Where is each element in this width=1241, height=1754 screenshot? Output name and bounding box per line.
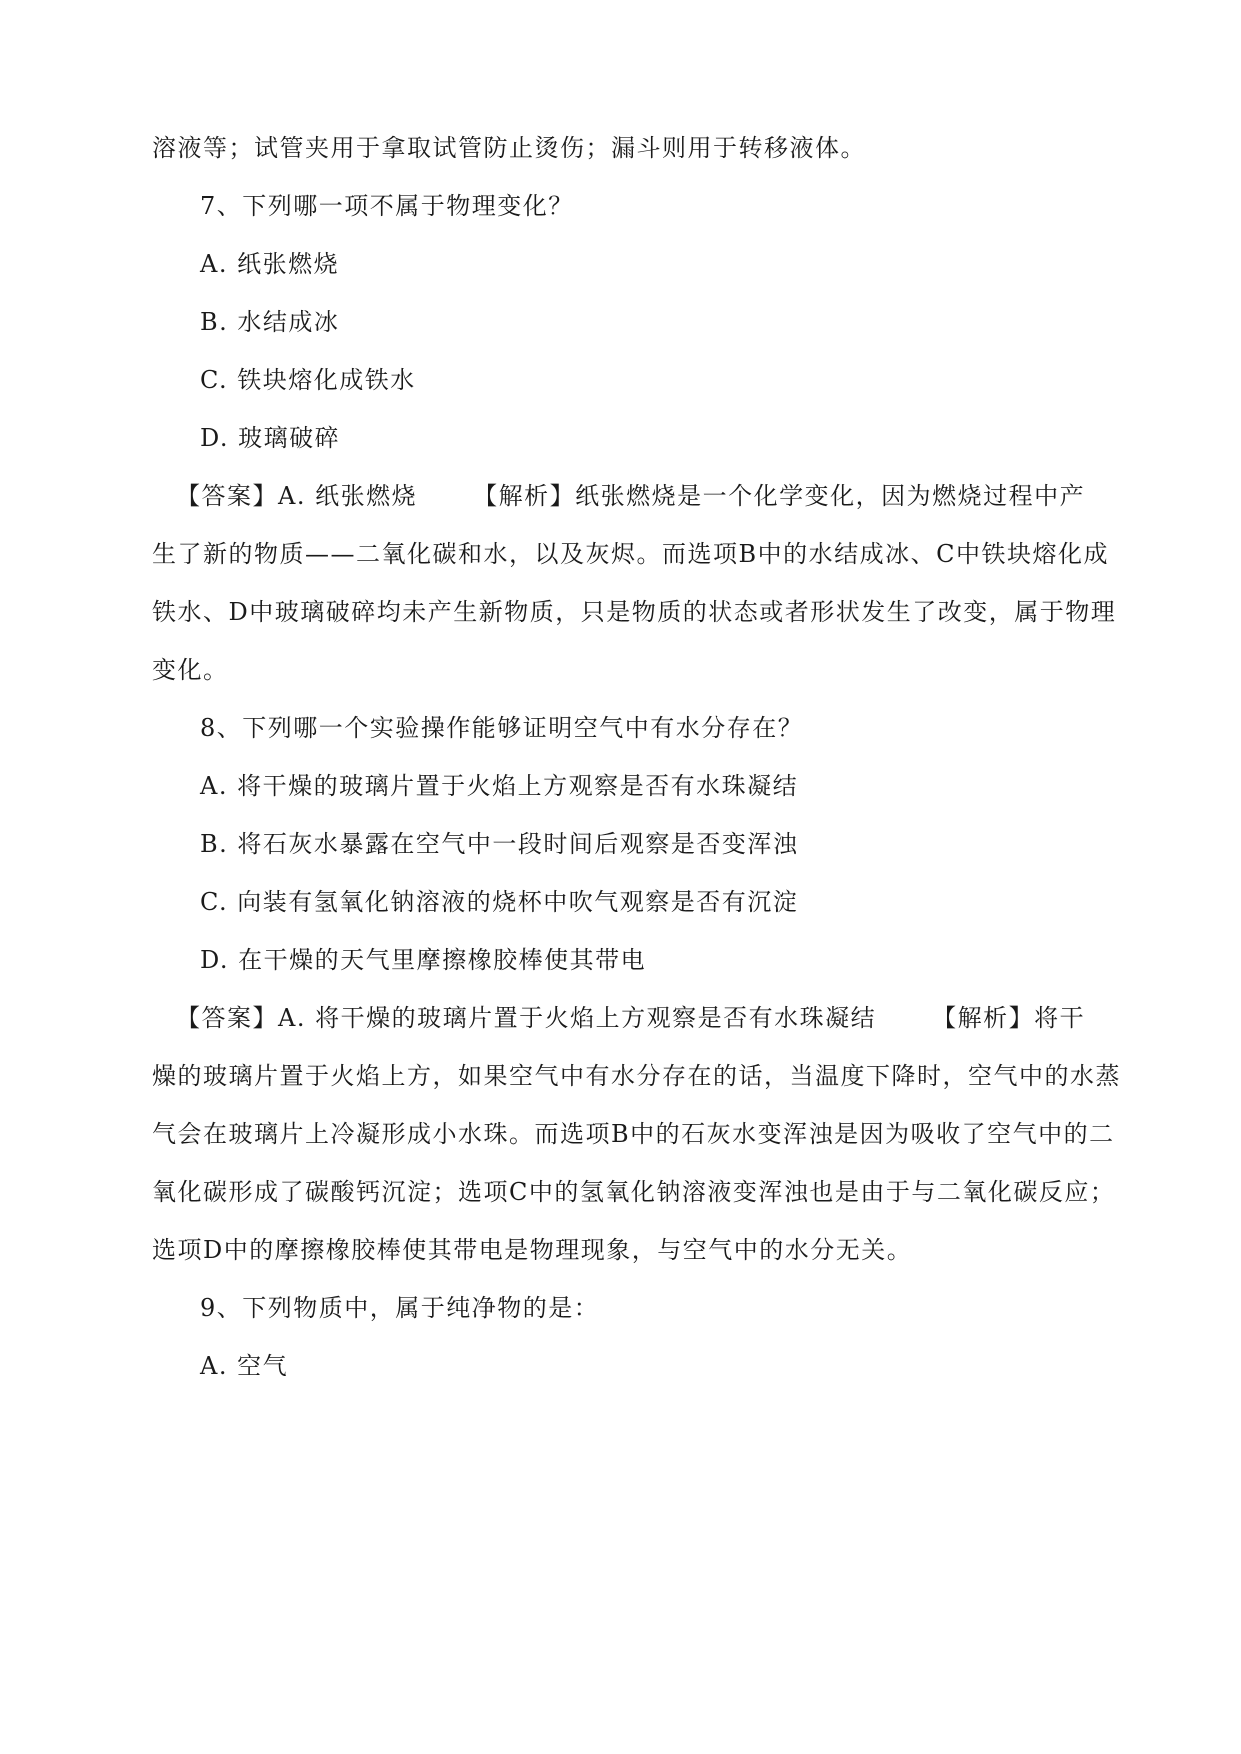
question-7-option-a: A. 纸张燃烧 — [200, 250, 340, 278]
question-8-option-c: C. 向装有氢氧化钠溶液的烧杯中吹气观察是否有沉淀 — [200, 888, 799, 916]
question-8: 8、下列哪一个实验操作能够证明空气中有水分存在？ — [200, 714, 804, 742]
explanation-8-line-5: 选项D中的摩擦橡胶棒使其带电是物理现象，与空气中的水分无关。 — [152, 1236, 913, 1264]
explanation-8-start: 【解析】将干 — [932, 1004, 1086, 1032]
paragraph-continuation: 溶液等；试管夹用于拿取试管防止烫伤；漏斗则用于转移液体。 — [152, 134, 866, 162]
explanation-8-line-3: 气会在玻璃片上冷凝形成小水珠。而选项B中的石灰水变浑浊是因为吸收了空气中的二 — [152, 1120, 1115, 1148]
explanation-7-line-3: 铁水、D中玻璃破碎均未产生新物质，只是物质的状态或者形状发生了改变，属于物理 — [152, 598, 1117, 626]
explanation-7-start: 【解析】纸张燃烧是一个化学变化，因为燃烧过程中产 — [473, 482, 1086, 510]
question-7-option-b: B. 水结成冰 — [200, 308, 340, 336]
question-9: 9、下列物质中，属于纯净物的是： — [200, 1294, 600, 1322]
explanation-8-line-4: 氧化碳形成了碳酸钙沉淀；选项C中的氢氧化钠溶液变浑浊也是由于与二氧化碳反应； — [152, 1178, 1116, 1206]
explanation-7-line-2: 生了新的物质——二氧化碳和水，以及灰烬。而选项B中的水结成冰、C中铁块熔化成 — [152, 540, 1109, 568]
question-8-option-d: D. 在干燥的天气里摩擦橡胶棒使其带电 — [200, 946, 647, 974]
answer-7-label: 【答案】A. 纸张燃烧 — [176, 482, 418, 510]
question-7-option-d: D. 玻璃破碎 — [200, 424, 341, 452]
explanation-8-line-2: 燥的玻璃片置于火焰上方，如果空气中有水分存在的话，当温度下降时，空气中的水蒸 — [152, 1062, 1121, 1090]
answer-8-label: 【答案】A. 将干燥的玻璃片置于火焰上方观察是否有水珠凝结 — [176, 1004, 877, 1032]
answer-7 — [176, 479, 1116, 513]
question-7: 7、下列哪一项不属于物理变化？ — [200, 192, 574, 220]
question-7-option-c: C. 铁块熔化成铁水 — [200, 366, 416, 394]
answer-8 — [176, 1001, 1116, 1035]
question-8-option-b: B. 将石灰水暴露在空气中一段时间后观察是否变浑浊 — [200, 830, 799, 858]
explanation-7-line-4: 变化。 — [152, 656, 229, 684]
question-8-option-a: A. 将干燥的玻璃片置于火焰上方观察是否有水珠凝结 — [200, 772, 799, 800]
question-9-option-a: A. 空气 — [200, 1352, 289, 1380]
